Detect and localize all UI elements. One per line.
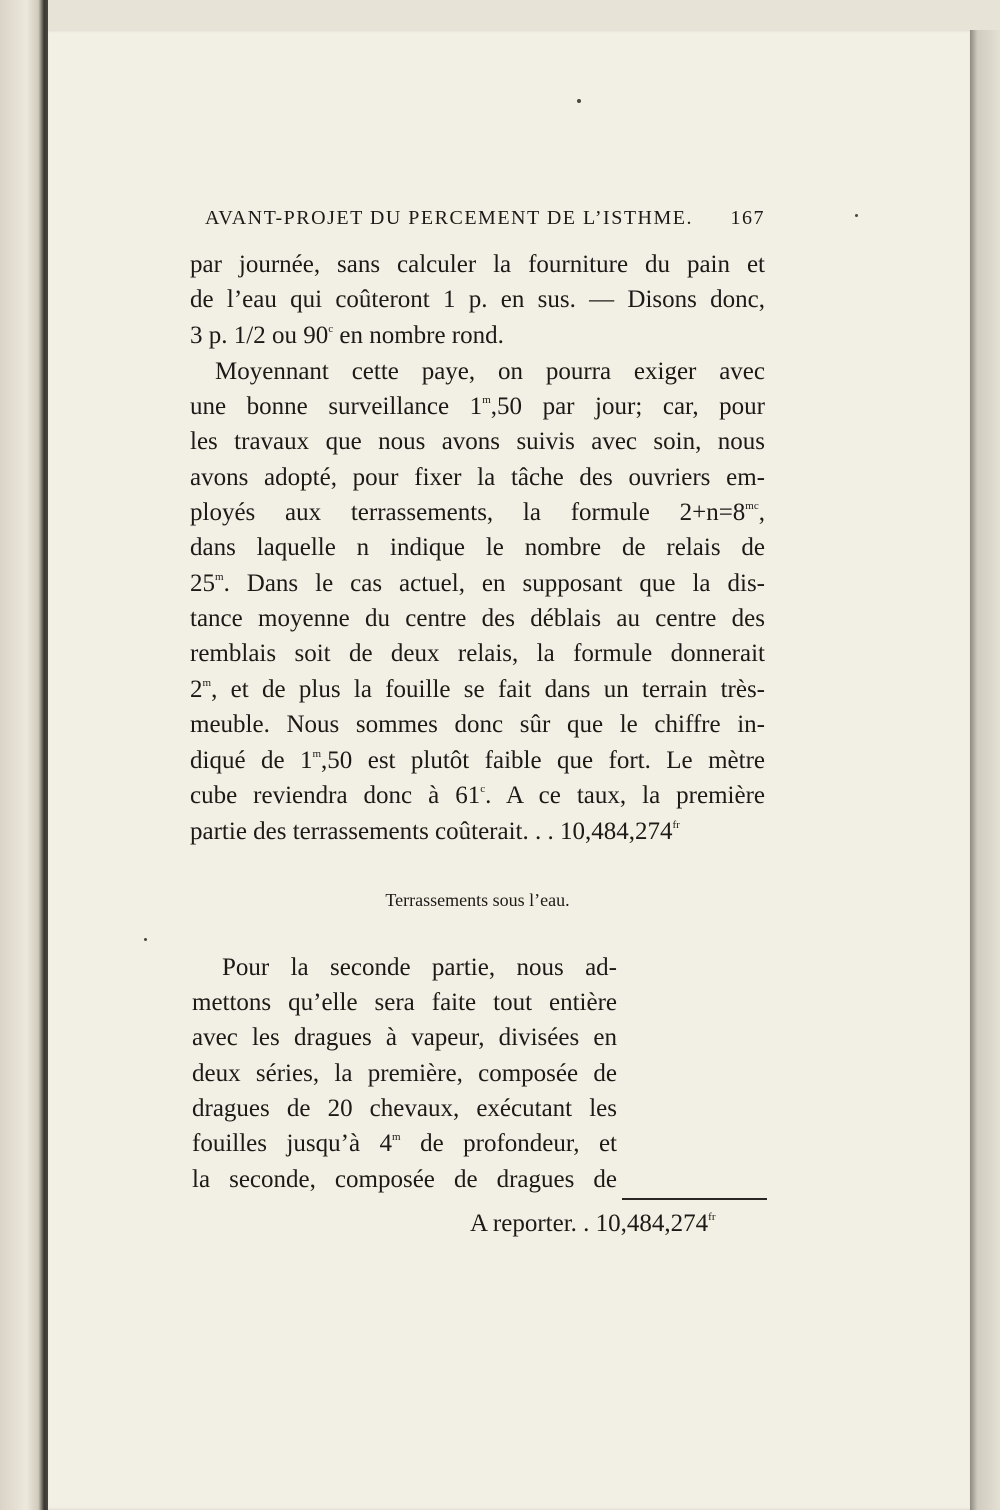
text-line: remblais soit de deux relais, la formule donnerait: [190, 640, 765, 667]
text-line: avons adopté, pour fixer la tâche des ouvriers em-: [190, 464, 765, 491]
text-line: meuble. Nous sommes donc sûr que le chiffre in-: [190, 711, 765, 738]
text-line: Moyennant cette paye, on pourra exiger avec: [215, 358, 765, 385]
total-line: partie des terrassements coûterait. . . $10,484,274^{fr}$: [190, 818, 680, 845]
text-line: deux séries, la première, composée de: [192, 1060, 617, 1087]
book-binding: [0, 0, 48, 1510]
carry-forward: A reporter. . $10,484,274^{fr}$: [470, 1210, 716, 1237]
text-line: mettons qu’elle sera faite tout entière: [192, 989, 617, 1016]
paper-speck: [855, 214, 858, 217]
paper-speck: [577, 99, 581, 103]
text-line: dans laquelle n indique le nombre de relais de: [190, 534, 765, 561]
text-line: diqué de 1$^m$,50 est plutôt faible que fort. Le mètre: [190, 747, 765, 774]
text-line: les travaux que nous avons suivis avec soin, nous: [190, 428, 765, 455]
text-line: cube reviendra donc à 61$^c$. A ce taux, la première: [190, 782, 765, 809]
text-line: dragues de 20 chevaux, exécutant les: [192, 1095, 617, 1122]
text-line: ployés aux terrassements, la formule $2+n=8^{mc}$,: [190, 499, 765, 526]
page-number: 167: [730, 207, 765, 229]
text-line: Pour la seconde partie, nous ad-: [222, 954, 617, 981]
running-title: AVANT-PROJET DU PERCEMENT DE L’ISTHME.: [205, 207, 693, 229]
running-header: [205, 207, 765, 230]
text-line: la seconde, composée de dragues de: [192, 1166, 617, 1193]
text-line: avec les dragues à vapeur, divisées en: [192, 1024, 617, 1051]
text-line: une bonne surveillance 1$^m$,50 par jour; car, pour: [190, 393, 766, 420]
text-line: fouilles jusqu’à 4$^m$ de profondeur, et: [192, 1130, 617, 1157]
text-line: 3 p. 1/2 ou 90$^c$ en nombre rond.: [190, 322, 504, 349]
text-line: tance moyenne du centre des déblais au centre des: [190, 605, 765, 632]
text-line: 2$^m$, et de plus la fouille se fait dans un terrain très-: [190, 676, 765, 703]
sum-rule: [622, 1198, 767, 1200]
paper-speck: [144, 938, 147, 941]
text-line: 25$^m$. Dans le cas actuel, en supposant que la dis-: [190, 570, 765, 597]
text-line: de l’eau qui coûteront 1 p. en sus. — Disons donc,: [190, 286, 765, 313]
text-line: par journée, sans calculer la fourniture du pain et: [190, 251, 765, 278]
page-edge: [970, 30, 1000, 1510]
section-caption: Terrassements sous l’eau.: [385, 890, 570, 910]
